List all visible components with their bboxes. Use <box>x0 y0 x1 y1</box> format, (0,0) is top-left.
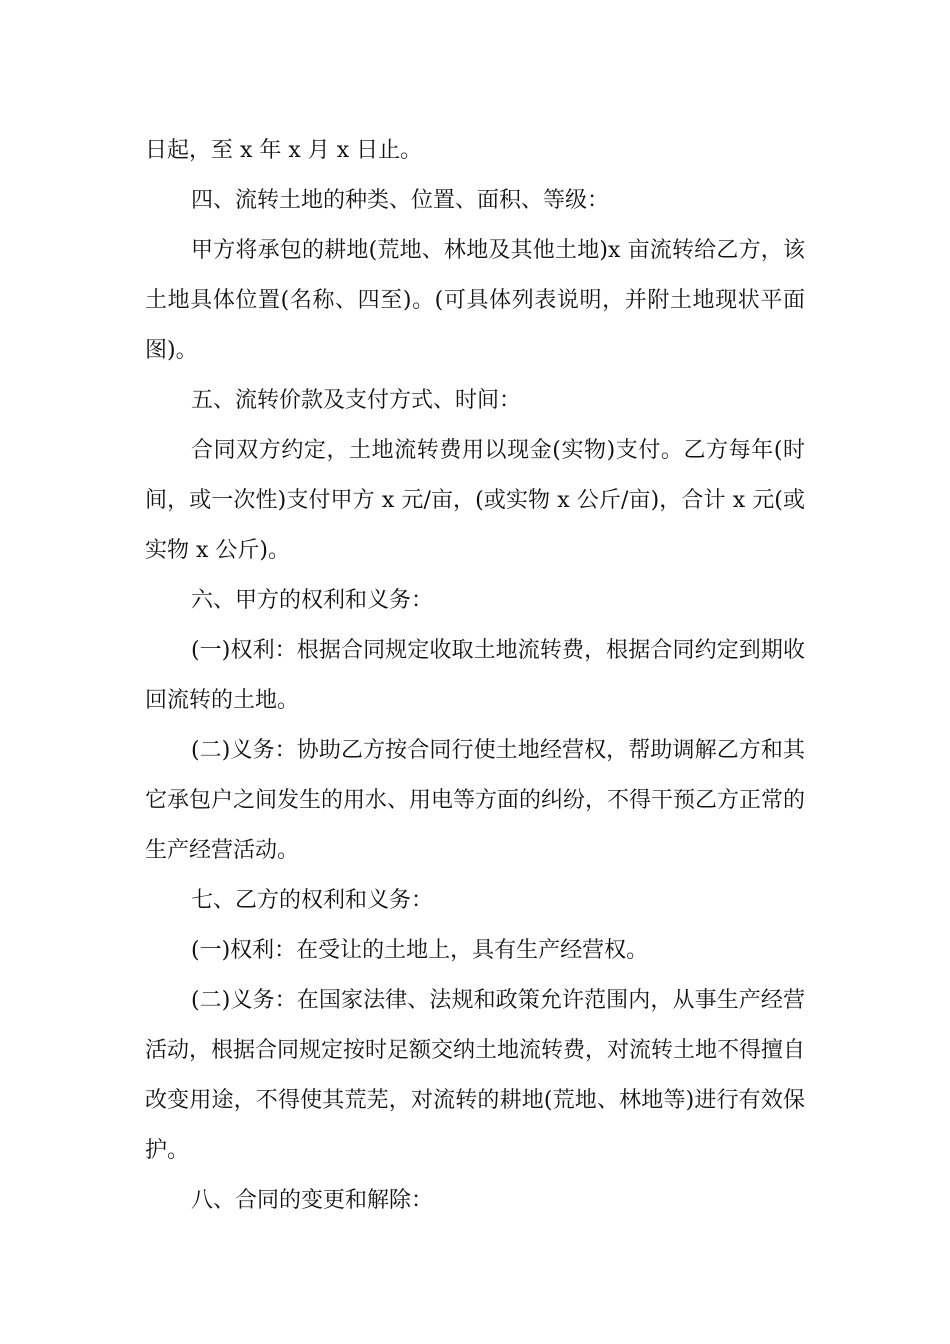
heading-price-payment: 五、流转价款及支付方式、时间： <box>191 388 522 413</box>
heading-contract-change-termination: 八、合同的变更和解除： <box>191 1188 434 1213</box>
paragraph-date-end: 日起，至 x 年 x 月 x 日止。 <box>145 138 423 163</box>
paragraph-payment-terms: 合同双方约定，土地流转费用以现金(实物)支付。乙方每年(时间，或一次性)支付甲方 x 元/亩，(或实物 x 公斤/亩)，合计 x 元(或实物 x 公斤)。 <box>145 438 805 563</box>
paragraph-party-a-duties: (二)义务：协助乙方按合同行使土地经营权，帮助调解乙方和其它承包户之间发生的用水、用电等方面的纠纷，不得干预乙方正常的生产经营活动。 <box>145 738 806 863</box>
paragraph-party-a-rights: (一)权利：根据合同规定收取土地流转费，根据合同约定到期收回流转的土地。 <box>145 638 805 713</box>
heading-party-a-rights-duties: 六、甲方的权利和义务： <box>191 588 434 613</box>
paragraph-land-description: 甲方将承包的耕地(荒地、林地及其他土地)x 亩流转给乙方，该土地具体位置(名称、四至)。(可具体列表说明，并附土地现状平面图)。 <box>145 238 805 363</box>
contract-body <box>145 126 805 1226</box>
heading-party-b-rights-duties: 七、乙方的权利和义务： <box>191 888 434 913</box>
paragraph-party-b-rights: (一)权利：在受让的土地上，具有生产经营权。 <box>191 938 649 963</box>
heading-land-type-location: 四、流转土地的种类、位置、面积、等级： <box>191 188 610 213</box>
paragraph-party-b-duties: (二)义务：在国家法律、法规和政策允许范围内，从事生产经营活动，根据合同规定按时足额交纳土地流转费，对流转土地不得擅自改变用途，不得使其荒芜，对流转的耕地(荒地、林地等)进行有效保护。 <box>145 988 806 1163</box>
